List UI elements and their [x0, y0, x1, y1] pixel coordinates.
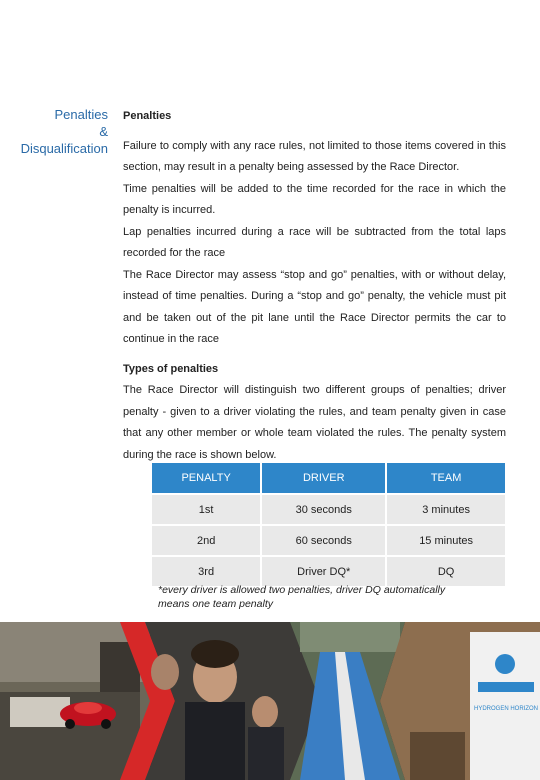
cell-team: 15 minutes: [387, 526, 505, 555]
header-penalty: PENALTY: [152, 463, 260, 493]
main-content: [123, 106, 506, 466]
cell-team: DQ: [387, 557, 505, 586]
header-team: TEAM: [387, 463, 505, 493]
types-heading: Types of penalties: [123, 362, 219, 375]
cell-driver: 30 seconds: [262, 495, 385, 524]
penalties-heading: Penalties: [123, 110, 172, 122]
table-row: [152, 526, 505, 555]
cell-penalty: 2nd: [152, 526, 260, 555]
paragraph-stop-and-go: The Race Director may assess “stop and go” penalties, with or without delay, instead of time penalties. During a “stop and go” penalty, the vehicle must pit and be taken out of the pit lane until the Race Director permits the car to continue in the race: [123, 268, 506, 345]
cell-penalty: 1st: [152, 495, 260, 524]
cell-penalty: 3rd: [152, 557, 260, 586]
sidebar-title-line1: Penalties: [54, 107, 108, 122]
cell-driver: 60 seconds: [262, 526, 385, 555]
cell-driver: Driver DQ*: [262, 557, 385, 586]
paragraph-types: The Race Director will distinguish two different groups of penalties; driver penalty - given to a driver violating the rules, and team penalty given in case that any other member or whole team violated the rules. The penalty system during the race is shown below.: [123, 384, 506, 461]
section-sidebar-title: [0, 106, 108, 157]
table-row: [152, 557, 505, 586]
cell-team: 3 minutes: [387, 495, 505, 524]
sign-text: HYDROGEN HORIZON: [473, 706, 539, 712]
table-row: [152, 495, 505, 524]
paragraph-time-penalties: Time penalties will be added to the time recorded for the race in which the penalty is incurred.: [123, 182, 506, 216]
paragraph-lap-penalties: Lap penalties incurred during a race will be subtracted from the total laps recorded for the race: [123, 225, 506, 259]
table-footnote: *every driver is allowed two penalties, driver DQ automatically means one team penalty: [158, 584, 446, 610]
sidebar-title-line2: &: [99, 124, 108, 139]
sidebar-title-line3: Disqualification: [20, 141, 108, 156]
table-header-row: [152, 463, 505, 493]
header-driver: DRIVER: [262, 463, 385, 493]
photo-workshop-red-car: [0, 622, 150, 780]
paragraph-failure: Failure to comply with any race rules, not limited to those items covered in this section, may result in a penalty being assessed by the Race Director.: [123, 139, 506, 173]
photo-collage: [0, 622, 540, 780]
photo-banner: [0, 622, 540, 780]
photo-exhibition-stand: [380, 622, 540, 780]
penalty-table: [150, 461, 507, 588]
